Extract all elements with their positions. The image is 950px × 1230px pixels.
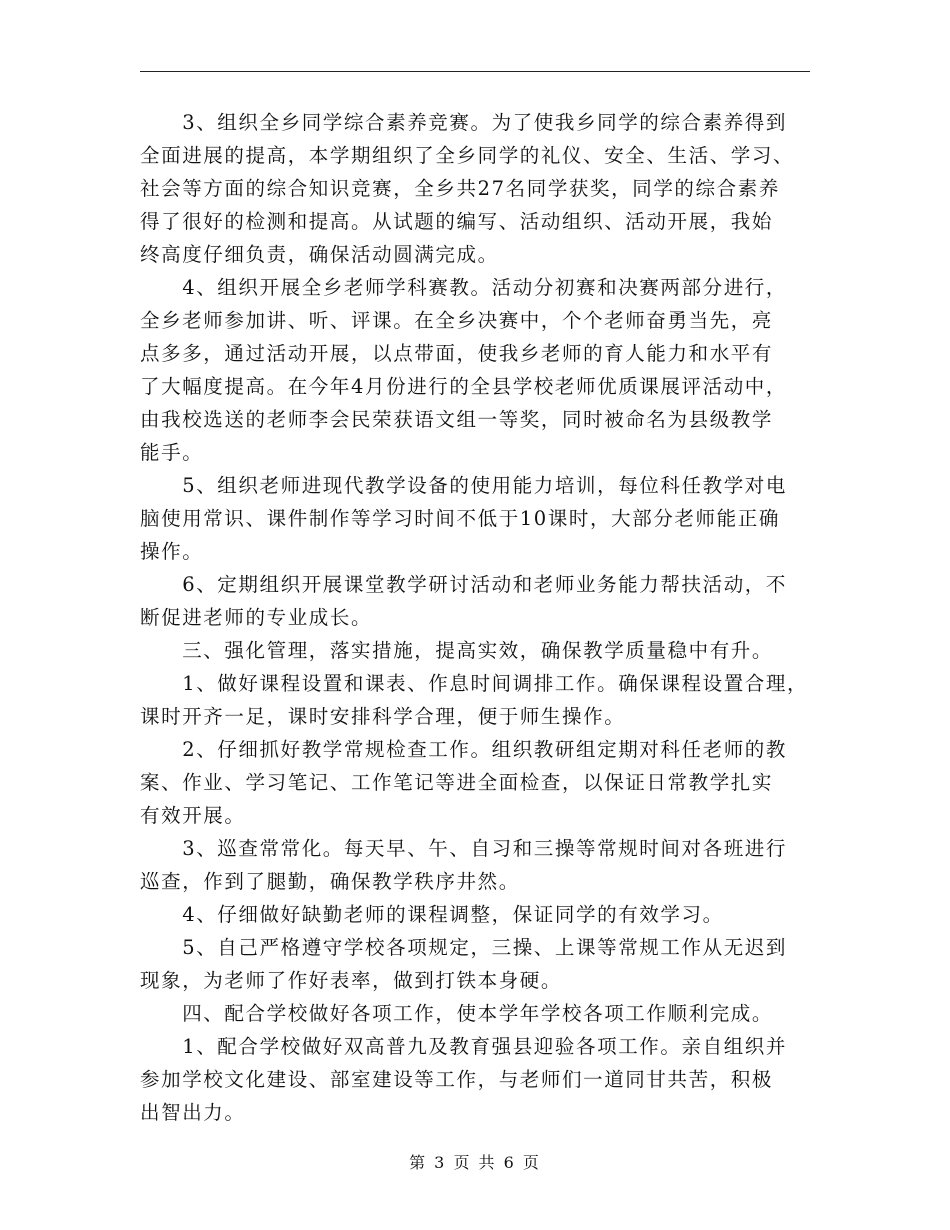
section-heading: 四、配合学校做好各项工作，使本学年学校各项工作顺利完成。 [140, 1002, 774, 1025]
para-section-3-item-2 [140, 733, 815, 832]
para-item-3-competition [140, 106, 815, 271]
text-line: 全乡老师参加讲、听、评课。在全乡决赛中，个个老师奋勇当先，亮 [140, 309, 774, 332]
header-rule [140, 71, 810, 72]
text-line: 出智出力。 [140, 1101, 246, 1124]
text-line: 5、自己严格遵守学校各项规定，三操、上课等常规工作从无迟到 [140, 936, 788, 959]
text-line: 有效开展。 [140, 804, 246, 827]
text-line: 3、组织全乡同学综合素养竞赛。为了使我乡同学的综合素养得到 [140, 111, 788, 134]
text-line: 4、组织开展全乡老师学科赛教。活动分初赛和决赛两部分进行， [140, 276, 788, 299]
text-line: 3、巡查常常化。每天早、午、自习和三操等常规时间对各班进行 [140, 837, 788, 860]
text-line: 社会等方面的综合知识竞赛，全乡共27名同学获奖，同学的综合素养 [140, 177, 780, 200]
text-line: 2、仔细抓好教学常规检查工作。组织教研组定期对科任老师的教 [140, 738, 788, 761]
text-line: 参加学校文化建设、部室建设等工作，与老师们一道同甘共苦，积极 [140, 1068, 774, 1091]
text-line: 案、作业、学习笔记、工作笔记等进全面检查，以保证日常教学扎实 [140, 771, 774, 794]
text-line: 脑使用常识、课件制作等学习时间不低于10课时，大部分老师能正确 [140, 507, 780, 530]
para-section-3-item-3 [140, 832, 815, 898]
text-line: 得了很好的检测和提高。从试题的编写、活动组织、活动开展，我始 [140, 210, 774, 233]
text-line: 断促进老师的专业成长。 [140, 606, 373, 629]
document-body [140, 106, 815, 1129]
para-item-6-seminars [140, 568, 815, 634]
text-line: 操作。 [140, 540, 204, 563]
text-line: 能手。 [140, 441, 204, 464]
text-line: 终高度仔细负责，确保活动圆满完成。 [140, 243, 499, 266]
section-heading: 三、强化管理，落实措施，提高实效，确保教学质量稳中有升。 [140, 639, 774, 662]
text-line: 1、做好课程设置和课表、作息时间调排工作。确保课程设置合理， [140, 672, 809, 695]
para-item-5-equipment-training [140, 469, 815, 568]
para-item-4-teacher-contest [140, 271, 815, 469]
text-line: 6、定期组织开展课堂教学研讨活动和老师业务能力帮扶活动，不 [140, 573, 788, 596]
text-line: 现象，为老师了作好表率，做到打铁本身硬。 [140, 969, 563, 992]
text-line: 课时开齐一足，课时安排科学合理，便于师生操作。 [140, 705, 626, 728]
para-section-3-item-1 [140, 667, 815, 733]
text-line: 点多多，通过活动开展，以点带面，使我乡老师的育人能力和水平有 [140, 342, 774, 365]
para-section-4-item-1 [140, 1030, 815, 1129]
text-line: 了大幅度提高。在今年4月份进行的全县学校老师优质课展评活动中， [140, 375, 788, 398]
text-line: 巡查，作到了腿勤，确保教学秩序井然。 [140, 870, 520, 893]
text-line: 5、组织老师进现代教学设备的使用能力培训，每位科任教学对电 [140, 474, 788, 497]
para-section-3-heading [140, 634, 815, 667]
para-section-4-heading [140, 997, 815, 1030]
page-number-footer: 第 3 页 共 6 页 [409, 1153, 541, 1172]
para-section-3-item-5 [140, 931, 815, 997]
para-section-3-item-4 [140, 898, 815, 931]
text-line: 4、仔细做好缺勤老师的课程调整，保证同学的有效学习。 [140, 903, 724, 926]
text-line: 由我校选送的老师李会民荣获语文组一等奖，同时被命名为县级教学 [140, 408, 774, 431]
text-line: 全面进展的提高，本学期组织了全乡同学的礼仪、安全、生活、学习、 [140, 144, 795, 167]
text-line: 1、配合学校做好双高普九及教育强县迎验各项工作。亲自组织并 [140, 1035, 788, 1058]
